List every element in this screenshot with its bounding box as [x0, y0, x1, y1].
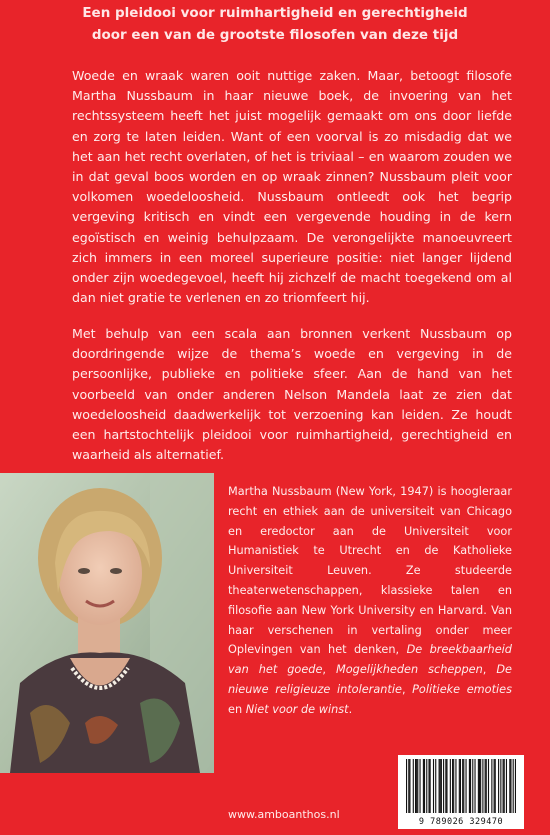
description-paragraph-1: Woede en wraak waren ooit nuttige zaken. Maar, betoogt filosofe Martha Nussbaum in haar nieuwe boek, de invoering van het rechtssysteem heeft het juist mogelijk gemaakt om ons door liefde en zorg te laten leiden. Want of een voorval is zo misdadig dat we het aan het recht overlaten, of het is triviaal – en waarom zouden we in dat geval boos worden en op wraak zinnen? Nussbaum pleit voor volkomen woedeloosheid. Nussbaum ontleedt ook het begrip vergeving kritisch en vindt een vergevende houding in de kern egoïstisch en weinig behulpzaam. De verongelijkte manoeuvreert zich immers in een moreel superieure positie: niet langer lijdend onder zijn woedegevoel, heeft hij zichzelf de macht toegekend om al dan niet gratie te verlenen en zo triomfeert hij.	[72, 68, 512, 306]
tagline-line-1: Een pleidooi voor ruimhartigheid en gerechtigheid	[82, 5, 468, 21]
description-paragraph-2: Met behulp van een scala aan bronnen verkent Nussbaum op doordringende wijze de thema’s woede en vergeving in de persoonlijke, publieke en politieke sfeer. Aan de hand van het voorbeeld van onder anderen Nelson Mandela laat ze zien dat woedeloosheid daadwerkelijk tot verzoening kan leiden. Ze houdt een hartstochtelijk pleidooi voor ruimhartigheid, gerechtigheid en waarheid als alternatief.	[72, 326, 512, 463]
publisher-url[interactable]: www.amboanthos.nl	[228, 808, 340, 821]
bio-separator-2: ,	[482, 663, 497, 677]
bio-book-4: Politieke emoties	[412, 682, 512, 696]
bio-book-1: De breekbaarheid van het goede	[228, 643, 512, 677]
bio-text: Martha Nussbaum (New York, 1947) is hoogleraar recht en ethiek aan de universiteit van Chicago en eredoctor aan de Universiteit voor Humanistiek te Utrecht en de Katholieke Universiteit Leuven. Ze studeerde theaterwetenschappen, klassieke talen en filosofie aan New York University en Harvard. Van haar verschenen in vertaling onder meer Oplevingen van het denken,	[228, 485, 512, 657]
tagline	[40, 2, 510, 46]
barcode-bars-icon	[406, 759, 516, 813]
bio-end: .	[348, 702, 353, 716]
bio-book-2: Mogelijkheden scheppen	[336, 663, 483, 677]
tagline-line-2: door een van de grootste filosofen van deze tijd	[91, 27, 459, 43]
bio-book-5: Niet voor de winst	[245, 702, 349, 716]
bio-separator-3: ,	[401, 682, 413, 696]
bio-separator-4: en	[228, 702, 246, 716]
isbn-number: 9 789026 329470	[418, 817, 504, 827]
author-photo	[0, 473, 214, 773]
bio-separator-1: ,	[322, 663, 336, 677]
bio-book-3: De nieuwe religieuze intolerantie	[228, 663, 512, 696]
author-bio	[228, 482, 512, 720]
isbn-barcode	[398, 755, 524, 829]
